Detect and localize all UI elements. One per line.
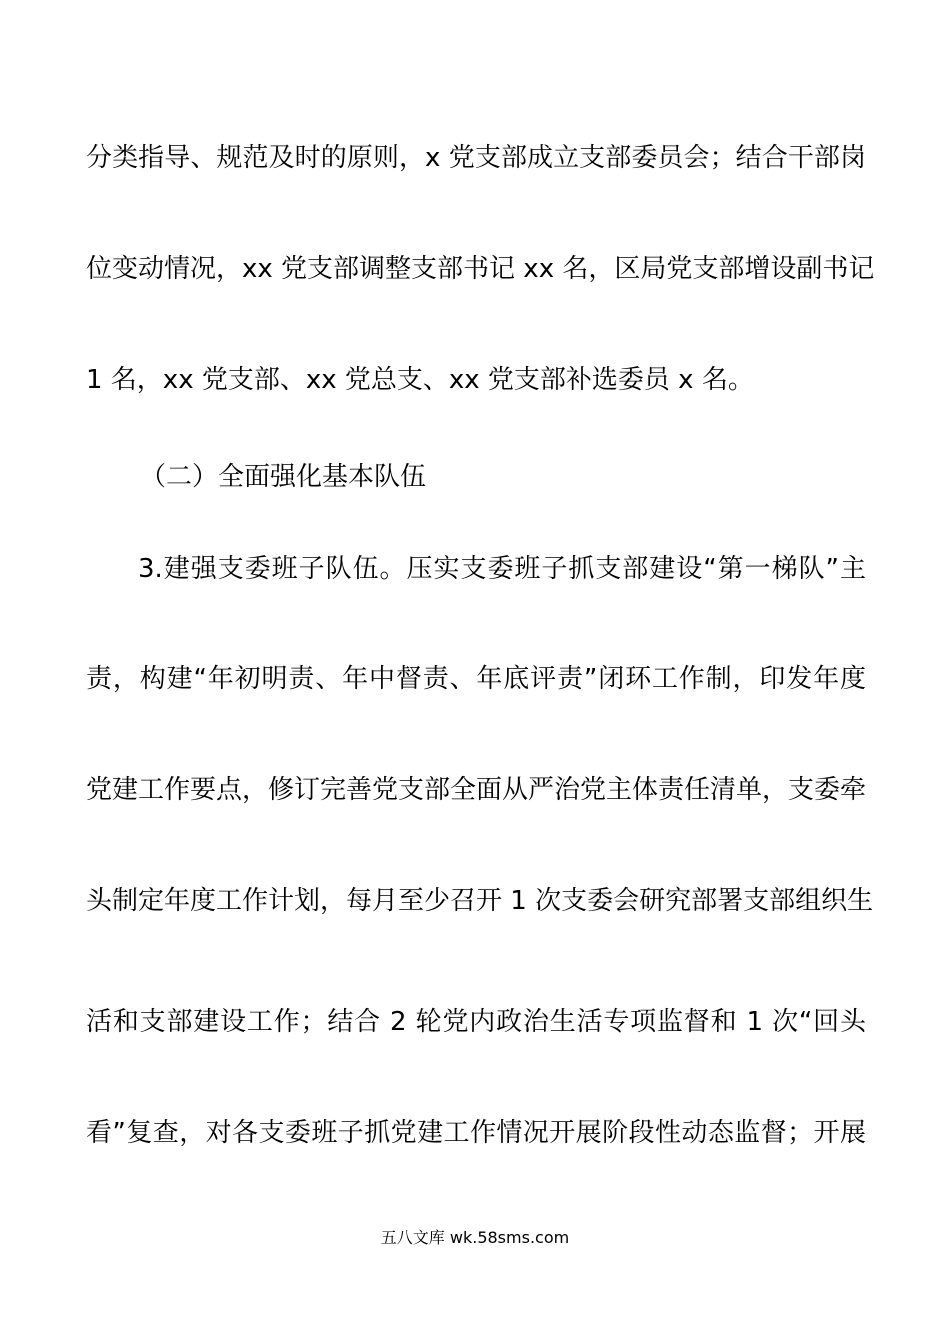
paragraph-line-8: 头制定年度工作计划，每月至少召开 1 次支委会研究部署支部组织生 bbox=[86, 886, 874, 916]
paragraph-line-6: 责，构建“年初明责、年中督责、年底评责”闭环工作制，印发年度 bbox=[86, 664, 866, 694]
paragraph-line-10: 看”复查，对各支委班子抓党建工作情况开展阶段性动态监督；开展 bbox=[86, 1118, 866, 1148]
paragraph-line-3: 1 名，xx 党支部、xx 党总支、xx 党支部补选委员 x 名。 bbox=[86, 365, 754, 395]
paragraph-line-9: 活和支部建设工作；结合 2 轮党内政治生活专项监督和 1 次“回头 bbox=[86, 1007, 866, 1037]
section-heading: （二）全面强化基本队伍 bbox=[140, 462, 427, 492]
paragraph-line-7: 党建工作要点，修订完善党支部全面从严治党主体责任清单，支委牵 bbox=[86, 775, 867, 805]
paragraph-line-2: 位变动情况，xx 党支部调整支部书记 xx 名，区局党支部增设副书记 bbox=[86, 254, 875, 284]
paragraph-line-5: 3.建强支委班子队伍。压实支委班子抓支部建设“第一梯队”主 bbox=[138, 554, 866, 584]
paragraph-line-1: 分类指导、规范及时的原则，x 党支部成立支部委员会；结合干部岗 bbox=[86, 143, 866, 173]
footer-watermark: 五八文库 wk.58sms.com bbox=[380, 1228, 570, 1247]
